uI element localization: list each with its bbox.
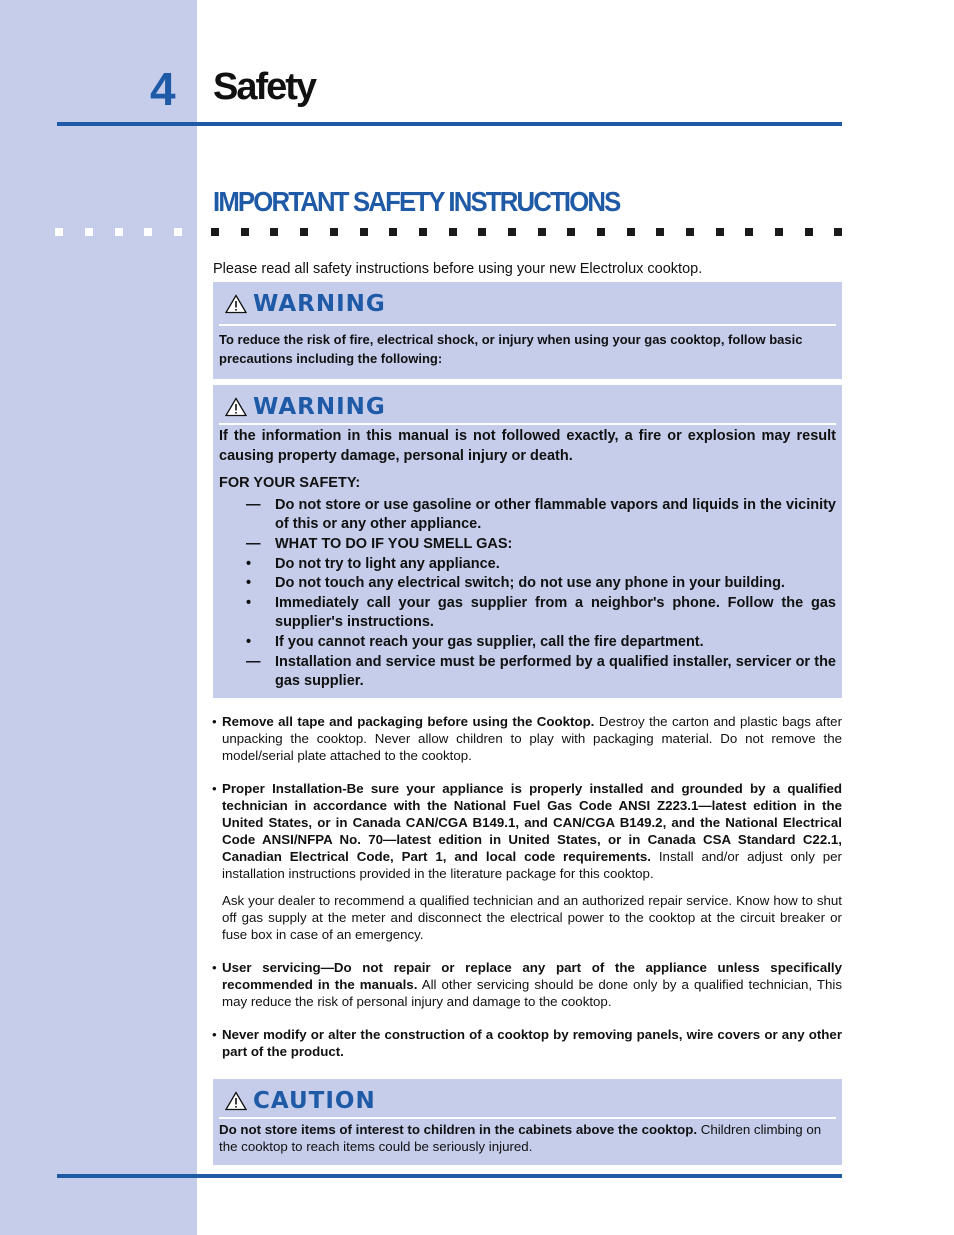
dotted-separator bbox=[0, 228, 954, 238]
separator-dot bbox=[775, 228, 783, 236]
separator-dot bbox=[389, 228, 397, 236]
separator-dot bbox=[745, 228, 753, 236]
warning-label: WARNING bbox=[253, 394, 386, 420]
separator-dot bbox=[241, 228, 249, 236]
caution-bold-text: Do not store items of interest to children in the cabinets above the cooktop. bbox=[219, 1122, 698, 1137]
bullet-mark: • bbox=[212, 714, 217, 729]
warning-paragraph: If the information in this manual is not followed exactly, a fire or explosion may result causing property damage, personal injury or death. bbox=[219, 428, 836, 464]
warning-box-gas bbox=[213, 385, 842, 698]
box-divider bbox=[219, 423, 836, 425]
separator-dot bbox=[300, 228, 308, 236]
warning-header bbox=[225, 290, 386, 318]
safety-item bbox=[219, 496, 836, 535]
separator-dot bbox=[419, 228, 427, 236]
item-mark: — bbox=[246, 496, 261, 513]
bullet-text: All other servicing should be done only by a qualified technician, This may reduce the risk of personal injury and damage to the cooktop. bbox=[222, 977, 842, 1009]
item-mark: • bbox=[246, 594, 252, 611]
item-text: Do not touch any electrical switch; do not use any phone in your building. bbox=[275, 575, 785, 592]
item-text: Do not store or use gasoline or other flammable vapors and liquids in the vicinity of this or any other appliance. bbox=[275, 496, 836, 533]
item-mark: — bbox=[246, 535, 261, 552]
item-text: Do not try to light any appliance. bbox=[275, 555, 500, 572]
bullet-mark: • bbox=[212, 960, 217, 975]
bullet-mark: • bbox=[212, 781, 217, 796]
safety-item bbox=[219, 633, 836, 653]
separator-dot bbox=[716, 228, 724, 236]
box-divider bbox=[219, 324, 836, 326]
separator-dot bbox=[627, 228, 635, 236]
page-number: 4 bbox=[150, 63, 175, 115]
separator-dot bbox=[449, 228, 457, 236]
item-mark: • bbox=[246, 555, 252, 572]
caution-normal-text: Children climbing on the cooktop to reach items could be seriously injured. bbox=[219, 1122, 822, 1154]
item-mark: • bbox=[246, 575, 252, 592]
safety-item bbox=[219, 594, 836, 633]
footer-rule bbox=[57, 1174, 842, 1178]
safety-item bbox=[219, 653, 836, 692]
separator-dot bbox=[115, 228, 123, 236]
item-mark: — bbox=[246, 653, 261, 670]
separator-dot bbox=[538, 228, 546, 236]
bullet-bold-text: User servicing—Do not repair or replace any part of the appliance unless specifically recommended in the manuals. bbox=[222, 960, 842, 992]
page-title: Safety bbox=[213, 66, 316, 108]
bullet-bold-text: Proper Installation-Be sure your appliance is properly installed and grounded by a qualified technician in accordance with the National Fuel Gas Code ANSI Z223.1—latest edition in the United States, or in Canada CAN/CGA B149.1, and CAN/CGA B149.2, and the National Electrical Code ANSI/NFPA No. 70—latest edition in United States, or in Canada CSA Standard C22.1, Canadian Electrical Code, Part 1, and local code requirements. bbox=[222, 781, 842, 864]
bullet-mark: • bbox=[212, 1027, 217, 1042]
separator-dot bbox=[174, 228, 182, 236]
safety-label: FOR YOUR SAFETY: bbox=[219, 475, 361, 492]
item-mark: • bbox=[246, 633, 252, 650]
list-item bbox=[212, 1026, 842, 1060]
separator-dot bbox=[508, 228, 516, 236]
item-text: Installation and service must be performed by a qualified installer, servicer or the gas supplier. bbox=[275, 653, 836, 690]
separator-dot bbox=[656, 228, 664, 236]
warning-triangle-icon bbox=[225, 1091, 247, 1111]
separator-dot bbox=[85, 228, 93, 236]
warning-label: WARNING bbox=[253, 291, 386, 317]
warning-text: To reduce the risk of fire, electrical shock, or injury when using your gas cooktop, follow basic precautions including the following: bbox=[219, 332, 803, 366]
section-heading: IMPORTANT SAFETY INSTRUCTIONS bbox=[213, 186, 620, 217]
list-item bbox=[212, 959, 842, 1010]
bullet-text: Install and/or adjust only per installation instructions provided in the literature package for this cooktop. bbox=[222, 849, 842, 881]
item-text: WHAT TO DO IF YOU SMELL GAS: bbox=[275, 535, 513, 552]
list-item bbox=[212, 780, 842, 882]
separator-dot bbox=[834, 228, 842, 236]
separator-dot bbox=[478, 228, 486, 236]
caution-header bbox=[225, 1087, 376, 1115]
warning-triangle-icon bbox=[225, 294, 247, 314]
item-text: If you cannot reach your gas supplier, call the fire department. bbox=[275, 633, 704, 650]
bullet-text: Destroy the carton and plastic bags after unpacking the cooktop. Never allow children to play with packaging material. Do not remove the model/serial plate attached to the cooktop. bbox=[222, 714, 842, 763]
warning-body bbox=[219, 427, 836, 692]
separator-dot bbox=[567, 228, 575, 236]
separator-dot bbox=[686, 228, 694, 236]
separator-dot bbox=[144, 228, 152, 236]
warning-triangle-icon bbox=[225, 397, 247, 417]
bullet-bold-text: Never modify or alter the construction of a cooktop by removing panels, wire covers or any other part of the product. bbox=[222, 1027, 842, 1059]
bullet-bold-text: Remove all tape and packaging before using the Cooktop. bbox=[222, 714, 595, 729]
separator-dot bbox=[330, 228, 338, 236]
caution-text bbox=[219, 1121, 836, 1155]
left-sidebar-band bbox=[0, 0, 197, 1235]
intro-text: Please read all safety instructions before using your new Electrolux cooktop. bbox=[213, 261, 703, 277]
caution-box bbox=[213, 1079, 842, 1165]
safety-item bbox=[219, 574, 836, 594]
warning-header bbox=[225, 393, 386, 421]
install-sub-paragraph: Ask your dealer to recommend a qualified technician and an authorized repair service. Know how to shut off gas supply at the meter and disconnect the electrical power to the cooktop at the circuit breaker or fuse box in case of an emergency. bbox=[222, 893, 842, 942]
list-item bbox=[212, 713, 842, 764]
safety-bullet-list bbox=[212, 713, 842, 1076]
warning-box-basic-precautions bbox=[213, 282, 842, 379]
separator-dot bbox=[597, 228, 605, 236]
item-text: Immediately call your gas supplier from a neighbor's phone. Follow the gas supplier's instructions. bbox=[275, 594, 836, 631]
separator-dot bbox=[270, 228, 278, 236]
separator-dot bbox=[55, 228, 63, 236]
safety-item bbox=[219, 535, 836, 555]
box-divider bbox=[219, 1117, 836, 1119]
header-rule bbox=[57, 122, 842, 126]
separator-dot bbox=[211, 228, 219, 236]
safety-item bbox=[219, 555, 836, 575]
separator-dot bbox=[805, 228, 813, 236]
caution-label: CAUTION bbox=[253, 1088, 376, 1114]
separator-dot bbox=[360, 228, 368, 236]
